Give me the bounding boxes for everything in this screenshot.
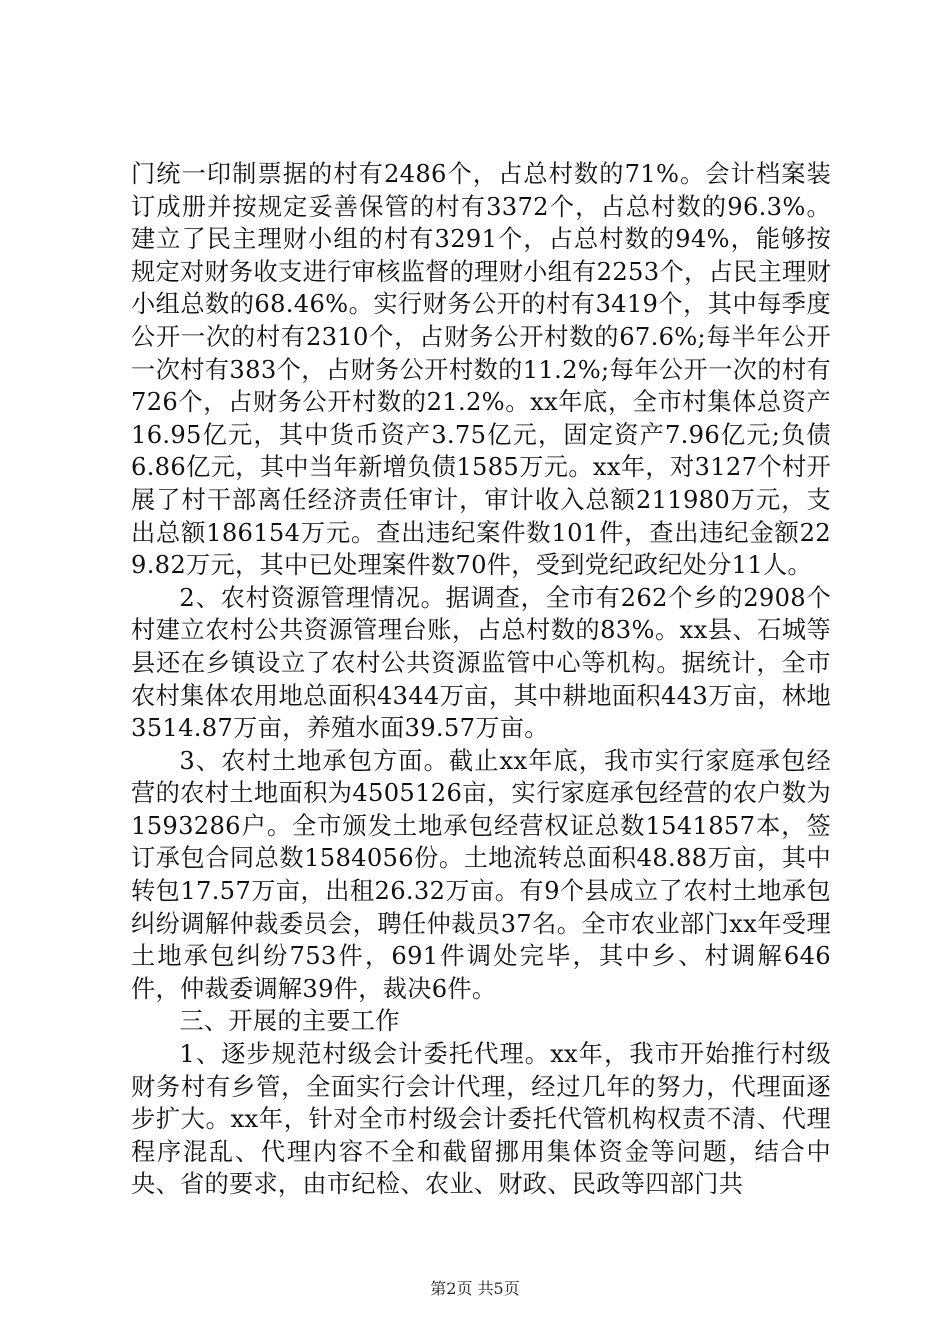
section-heading-main-work: 三、开展的主要工作 xyxy=(179,1007,400,1036)
paragraph-4-accounting-agency: 1、逐步规范村级会计委托代理。xx年，我市开始推行村级财务村有乡管，全面实行会计代理，经过几年的努力，代理面逐步扩大。xx年，针对全市村级会计委托代管机构权责不清、代理程序混乱、代理内容不全和截留挪用集体资金等问题，结合中央、省的要求，由市纪检、农业、财政、民政等四部门共 xyxy=(131,1040,831,1199)
document-body xyxy=(131,158,831,1201)
paragraph-2-resource-management: 2、农村资源管理情况。据调查，全市有262个乡的2908个村建立农村公共资源管理台账，占总村数的83%。xx县、石城等县还在乡镇设立了农村公共资源监管中心等机构。据统计，全市农村集体农用地总面积4344万亩，其中耕地面积443万亩，林地3514.87万亩，养殖水面39.57万亩。 xyxy=(131,583,831,743)
paragraph-1: 门统一印制票据的村有2486个，占总村数的71%。会计档案装订成册并按规定妥善保管的村有3372个，占总村数的96.3%。建立了民主理财小组的村有3291个，占总村数的94%，能够按规定对财务收支进行审核监督的理财小组有2253个，占民主理财小组总数的68.46%。实行财务公开的村有3419个，其中每季度公开一次的村有2310个，占财务公开村数的67.6%;每半年公开一次村有383个，占财务公开村数的11.2%;每年公开一次的村有726个，占财务公开村数的21.2%。xx年底，全市村集体总资产16.95亿元，其中货币资产3.75亿元，固定资产7.96亿元;负债6.86亿元，其中当年新增负债1585万元。xx年，对3127个村开展了村干部离任经济责任审计，审计收入总额211980万元，支出总额186154万元。查出违纪案件数101件，查出违纪金额229.82万元，其中已处理案件数70件，受到党纪政纪处分11人。 xyxy=(131,160,831,580)
paragraph-3-land-contract: 3、农村土地承包方面。截止xx年底，我市实行家庭承包经营的农村土地面积为4505126亩，实行家庭承包经营的农户数为1593286户。全市颁发土地承包经营权证总数1541857本，签订承包合同总数1584056份。土地流转总面积48.88万亩，其中转包17.57万亩，出租26.32万亩。有9个县成立了农村土地承包纠纷调解仲裁委员会，聘任仲裁员37名。全市农业部门xx年受理土地承包纠纷753件，691件调处完毕，其中乡、村调解646件，仲裁委调解39件，裁决6件。 xyxy=(131,746,831,1003)
page-number-footer: 第2页 共5页 xyxy=(430,1279,520,1298)
